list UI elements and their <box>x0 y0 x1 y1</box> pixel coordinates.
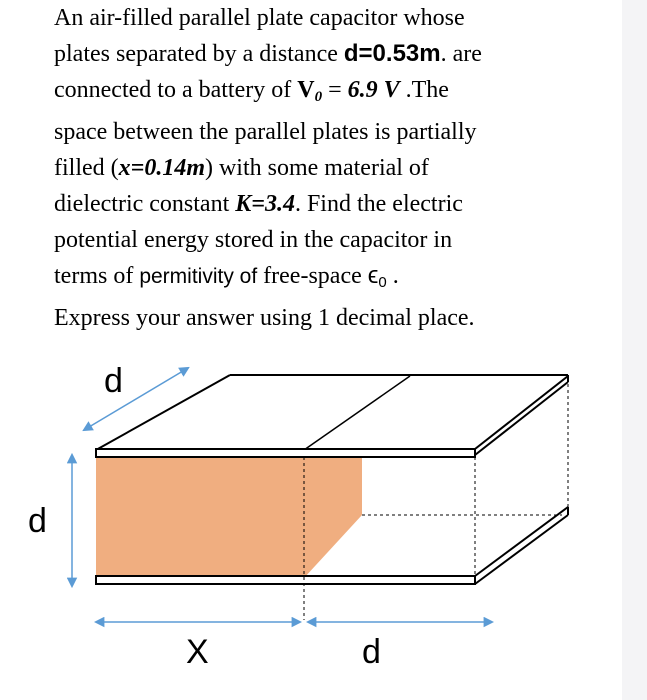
problem-line-6: dielectric constant K=3.4. Find the electric <box>54 191 463 217</box>
problem-line-1: An air-filled parallel plate capacitor whose <box>54 5 465 31</box>
problem-statement <box>54 0 614 336</box>
top-plate <box>96 375 568 457</box>
label-x: X <box>186 633 209 671</box>
distance-value: d=0.53m <box>343 40 441 67</box>
problem-line-9: Express your answer using 1 decimal place. <box>54 305 475 331</box>
x-value: x=0.14m <box>118 155 205 181</box>
right-margin-strip <box>622 0 647 700</box>
label-gap-d: d <box>362 633 381 671</box>
problem-line-4: space between the parallel plates is partially <box>54 119 477 145</box>
problem-line-3: connected to a battery of $V_0 = 6.9$ V .The <box>54 77 449 105</box>
dielectric-slab <box>96 458 362 578</box>
problem-line-7: potential energy stored in the capacitor in <box>54 227 453 253</box>
dielectric-constant-value: K=3.4 <box>235 191 295 217</box>
voltage-value: 6.9 V <box>347 77 400 103</box>
problem-line-2: plates separated by a distance d=0.53m. are <box>54 40 482 67</box>
depth-arrow <box>84 368 188 430</box>
label-height-d: d <box>28 502 47 540</box>
epsilon-symbol: ϵ <box>367 262 379 289</box>
voltage-symbol: V <box>297 77 315 103</box>
label-depth-d: d <box>104 362 123 400</box>
problem-line-8: terms of permitivity of free-space $\epsilon_0$ . <box>54 262 399 291</box>
problem-line-5: filled (x=0.14m) with some material of <box>54 155 429 181</box>
capacitor-figure <box>0 350 622 700</box>
